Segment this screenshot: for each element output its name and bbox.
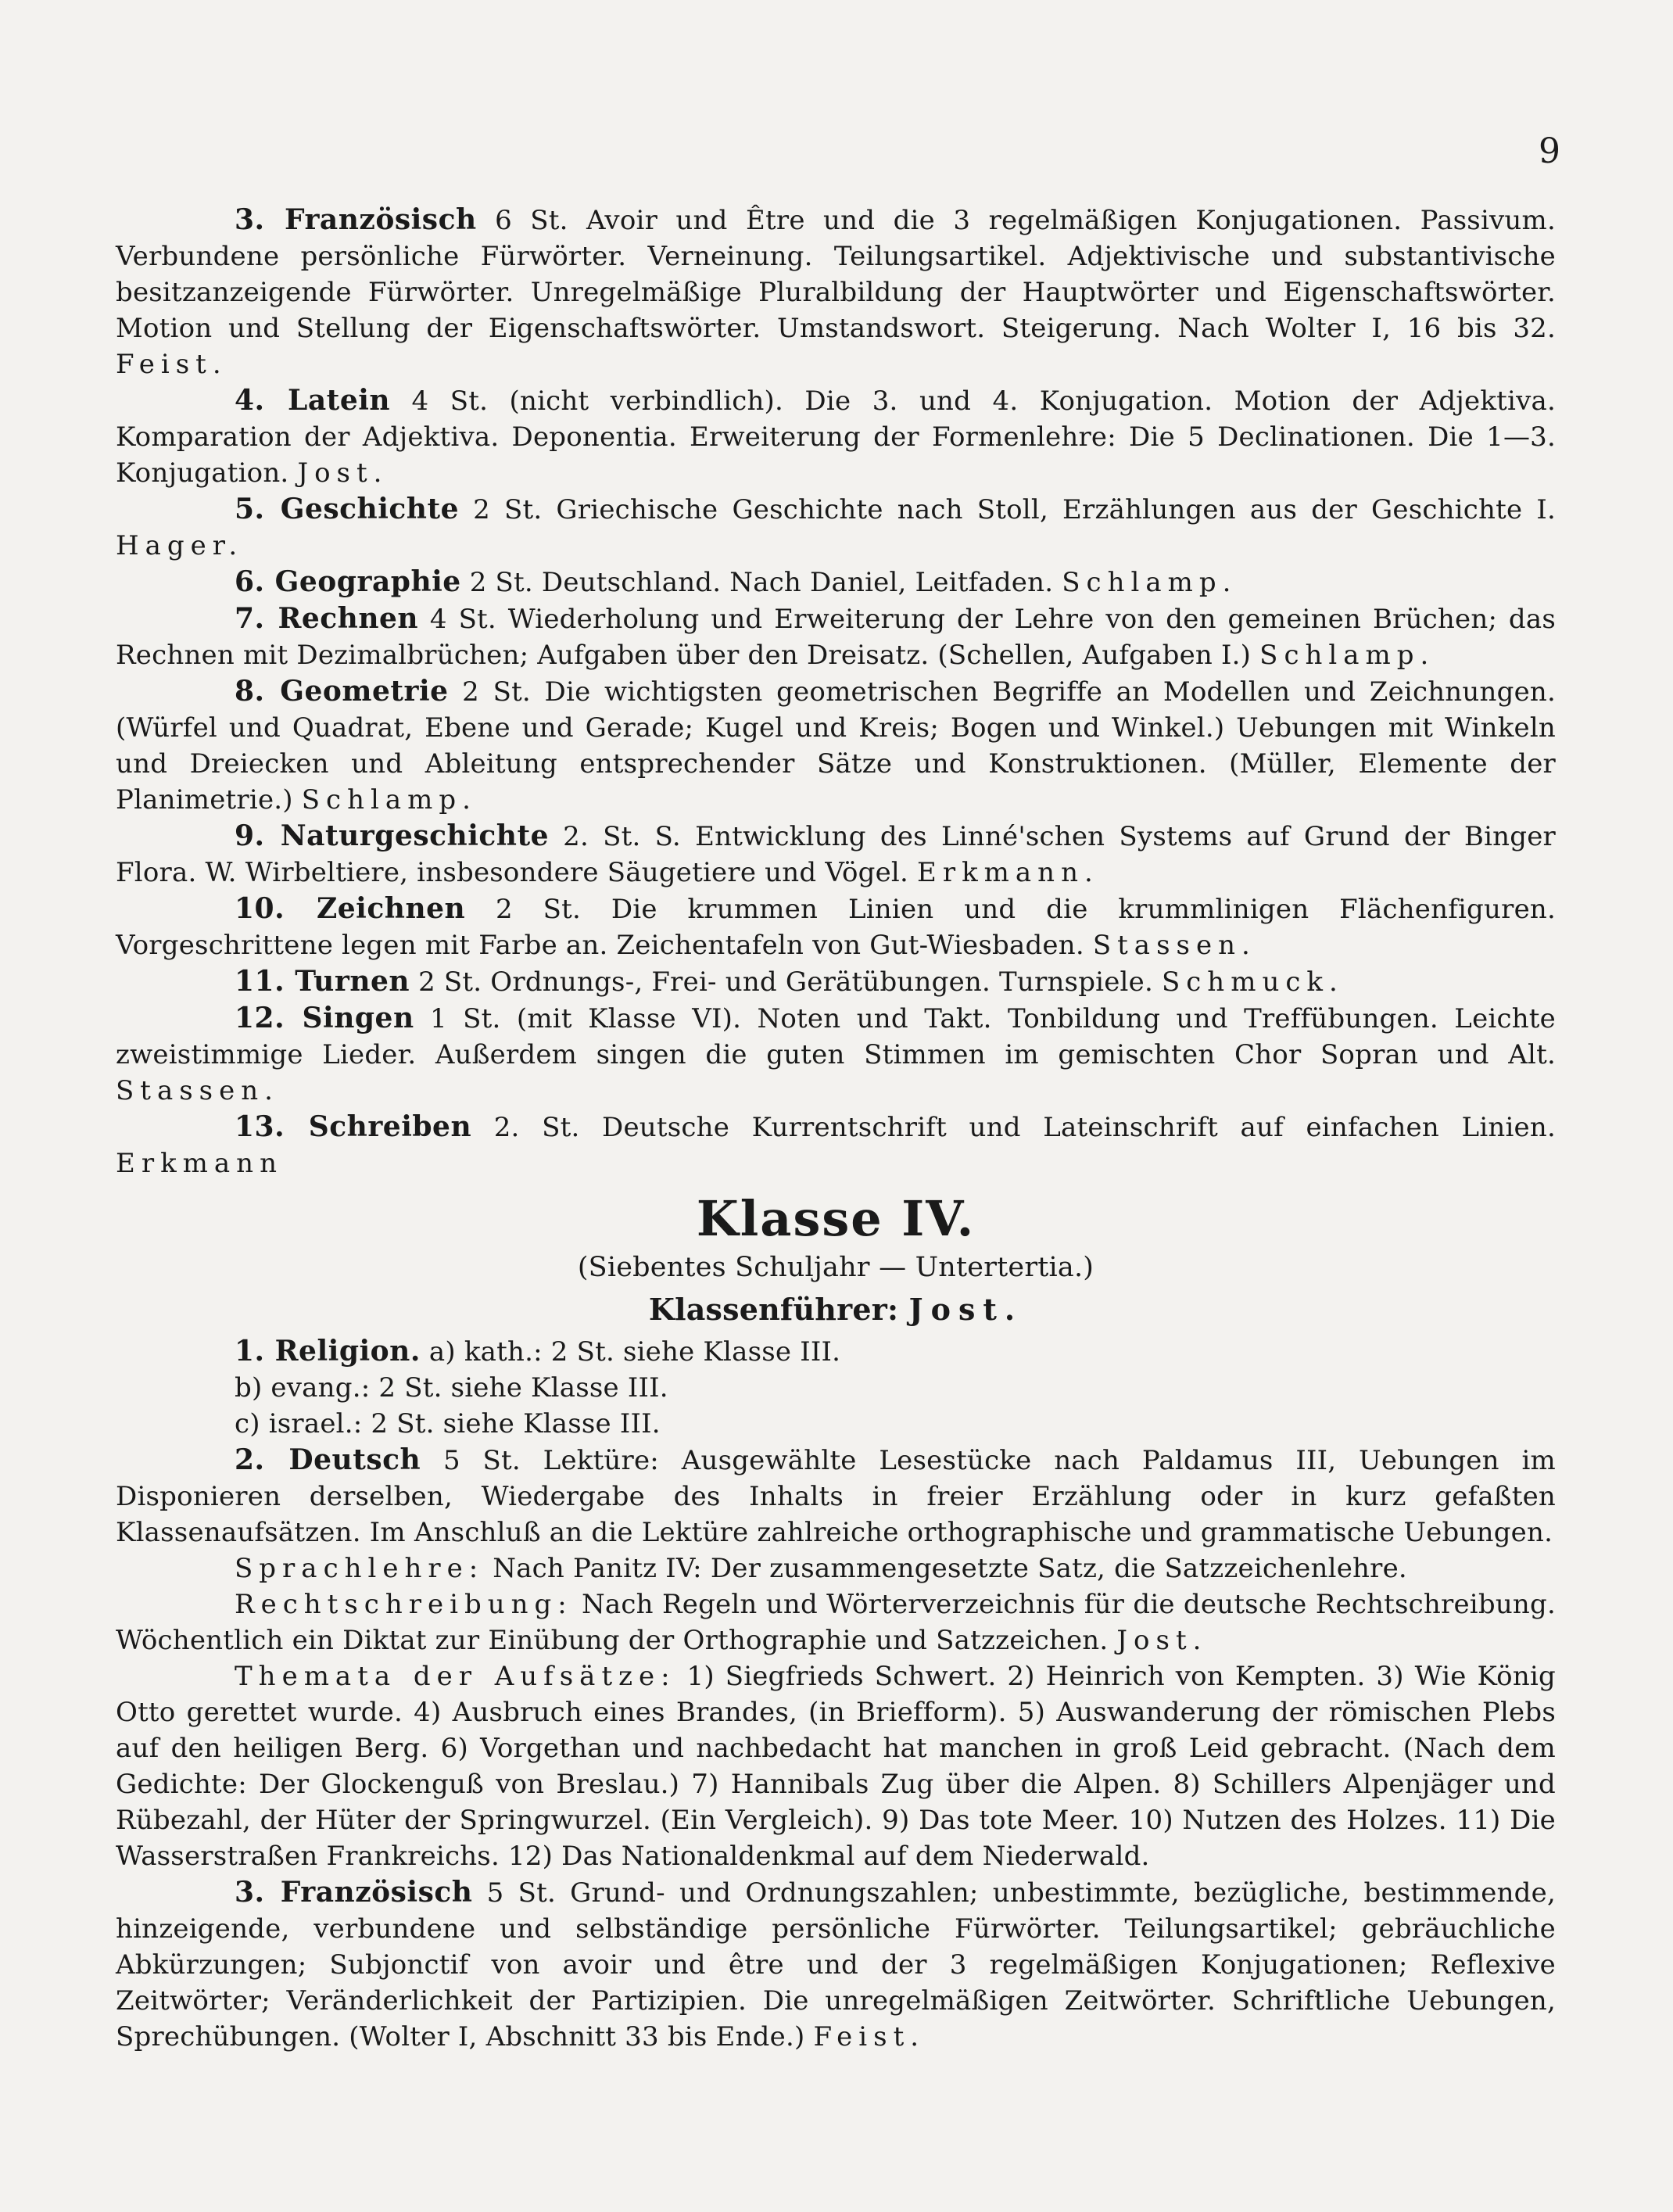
subject-schreiben: 13. Schreiben 2. St. Deutsche Kurrentschrift und Lateinschrift auf einfachen Linien. Erkmann <box>116 1110 1556 1179</box>
class-heading <box>116 1189 1556 1333</box>
deutsch-themata: Themata der Aufsätze: 1) Siegfrieds Schwert. 2) Heinrich von Kempten. 3) Wie König Otto gerettet wurde. 4) Ausbruch eines Brandes, (in Briefform). 5) Auswanderung der römischen Plebs auf den heiligen Berg. 6) Vorgethan und nachbedacht hat manchen in groß Leid gebracht. (Nach dem Gedichte: Der Glockenguß von Breslau.) 7) Hannibals Zug über die Alpen. 8) Schillers Alpenjäger und Rübezahl, der Hüter der Springwurzel. (Ein Vergleich). 9) Das tote Meer. 10) Nutzen des Holzes. 11) Die Wasserstraßen Frankreichs. 12) Das Nationaldenkmal auf dem Niederwald. <box>116 1661 1556 1872</box>
deutsch-rechtschreibung: Rechtschreibung: Nach Regeln und Wörterverzeichnis für die deutsche Rechtschreibung. Wöchentlich ein Diktat zur Einübung der Orthographie und Satzzeichen. Jost. <box>116 1589 1556 1656</box>
subject-rechnen: 7. Rechnen 4 St. Wiederholung und Erweiterung der Lehre von den gemeinen Brüchen; das Rechnen mit Dezimalbrüchen; Aufgaben über den Dreisatz. (Schellen, Aufgaben I.) Schlamp. <box>116 602 1556 671</box>
klassenfuehrer: Klassenführer: Jost. <box>648 1292 1023 1327</box>
subject-naturgeschichte: 9. Naturgeschichte 2. St. S. Entwicklung des Linné'schen Systems auf Grund der Binger Flora. W. Wirbeltiere, insbesondere Säugetiere und Vögel. Erkmann. <box>116 819 1556 888</box>
subject-singen: 12. Singen 1 St. (mit Klasse VI). Noten und Takt. Tonbildung und Treffübungen. Leichte zweistimmige Lieder. Außerdem singen die guten Stimmen im gemischten Chor Sopran und Alt. Stassen. <box>116 1002 1556 1106</box>
subject-geschichte: 5. Geschichte 2 St. Griechische Geschichte nach Stoll, Erzählungen aus der Geschichte I. Hager. <box>116 493 1556 561</box>
page-number: 9 <box>1539 131 1560 171</box>
deutsch-sprachlehre: Sprachlehre: Nach Panitz IV: Der zusammengesetzte Satz, die Satzzeichenlehre. <box>235 1553 1407 1584</box>
subject-franzoesisch: 3. Französisch 6 St. Avoir und Être und die 3 regelmäßigen Konjugationen. Passivum. Verbundene persönliche Fürwörter. Verneinung. Teilungsartikel. Adjektivische und substantivische besitzanzeigende Fürwörter. Unregelmäßige Pluralbildung der Hauptwörter und Eigenschaftswörter. Motion und Stellung der Eigenschaftswörter. Umstandswort. Steigerung. Nach Wolter I, 16 bis 32. Feist. <box>116 203 1556 380</box>
religion-israel: c) israel.: 2 St. siehe Klasse III. <box>235 1408 661 1439</box>
subject-geographie: 6. Geographie 2 St. Deutschland. Nach Daniel, Leitfaden. Schlamp. <box>235 565 1238 598</box>
subject-franzoesisch-iv: 3. Französisch 5 St. Grund- und Ordnungszahlen; unbestimmte, bezügliche, bestimmende, hinzeigende, verbundene und selbständige persönliche Fürwörter. Teilungsartikel; gebräuchliche Abkürzungen; Subjonctif von avoir und être und der 3 regelmäßigen Konjugationen; Reflexive Zeitwörter; Veränderlichkeit der Partizipien. Die unregelmäßigen Zeitwörter. Schriftliche Uebungen, Sprechübungen. (Wolter I, Abschnitt 33 bis Ende.) Feist. <box>116 1876 1556 2052</box>
subject-turnen: 11. Turnen 2 St. Ordnungs-, Frei- und Gerätübungen. Turnspiele. Schmuck. <box>235 965 1344 998</box>
klasse-subtitle: (Siebentes Schuljahr — Untertertia.) <box>577 1252 1094 1283</box>
subject-deutsch: 2. Deutsch 5 St. Lektüre: Ausgewählte Lesestücke nach Paldamus III, Uebungen im Disponieren derselben, Wiedergabe des Inhalts in freier Erzählung oder in kurz gefaßten Klassenaufsätzen. Im Anschluß an die Lektüre zahlreiche orthographische und grammatische Uebungen. <box>116 1443 1556 1548</box>
subject-geometrie: 8. Geometrie 2 St. Die wichtigsten geometrischen Begriffe an Modellen und Zeichnungen. (Würfel und Quadrat, Ebene und Gerade; Kugel und Kreis; Bogen und Winkel.) Uebungen mit Winkeln und Dreiecken und Ableitung entsprechender Sätze und Konstruktionen. (Müller, Elemente der Planimetrie.) Schlamp. <box>116 675 1556 816</box>
subject-latein: 4. Latein 4 St. (nicht verbindlich). Die 3. und 4. Konjugation. Motion der Adjektiva. Komparation der Adjektiva. Deponentia. Erweiterung der Formenlehre: Die 5 Declinationen. Die 1—3. Konjugation. Jost. <box>116 384 1556 489</box>
religion-evang: b) evang.: 2 St. siehe Klasse III. <box>235 1372 668 1404</box>
subject-zeichnen: 10. Zeichnen 2 St. Die krummen Linien und die krummlinigen Flächenfiguren. Vorgeschrittene legen mit Farbe an. Zeichentafeln von Gut-Wiesbaden. Stassen. <box>116 892 1556 961</box>
klasse-title: Klasse IV. <box>696 1190 976 1247</box>
page-content <box>116 202 1556 2055</box>
subject-religion: 1. Religion. a) kath.: 2 St. siehe Klasse III. <box>235 1335 841 1368</box>
